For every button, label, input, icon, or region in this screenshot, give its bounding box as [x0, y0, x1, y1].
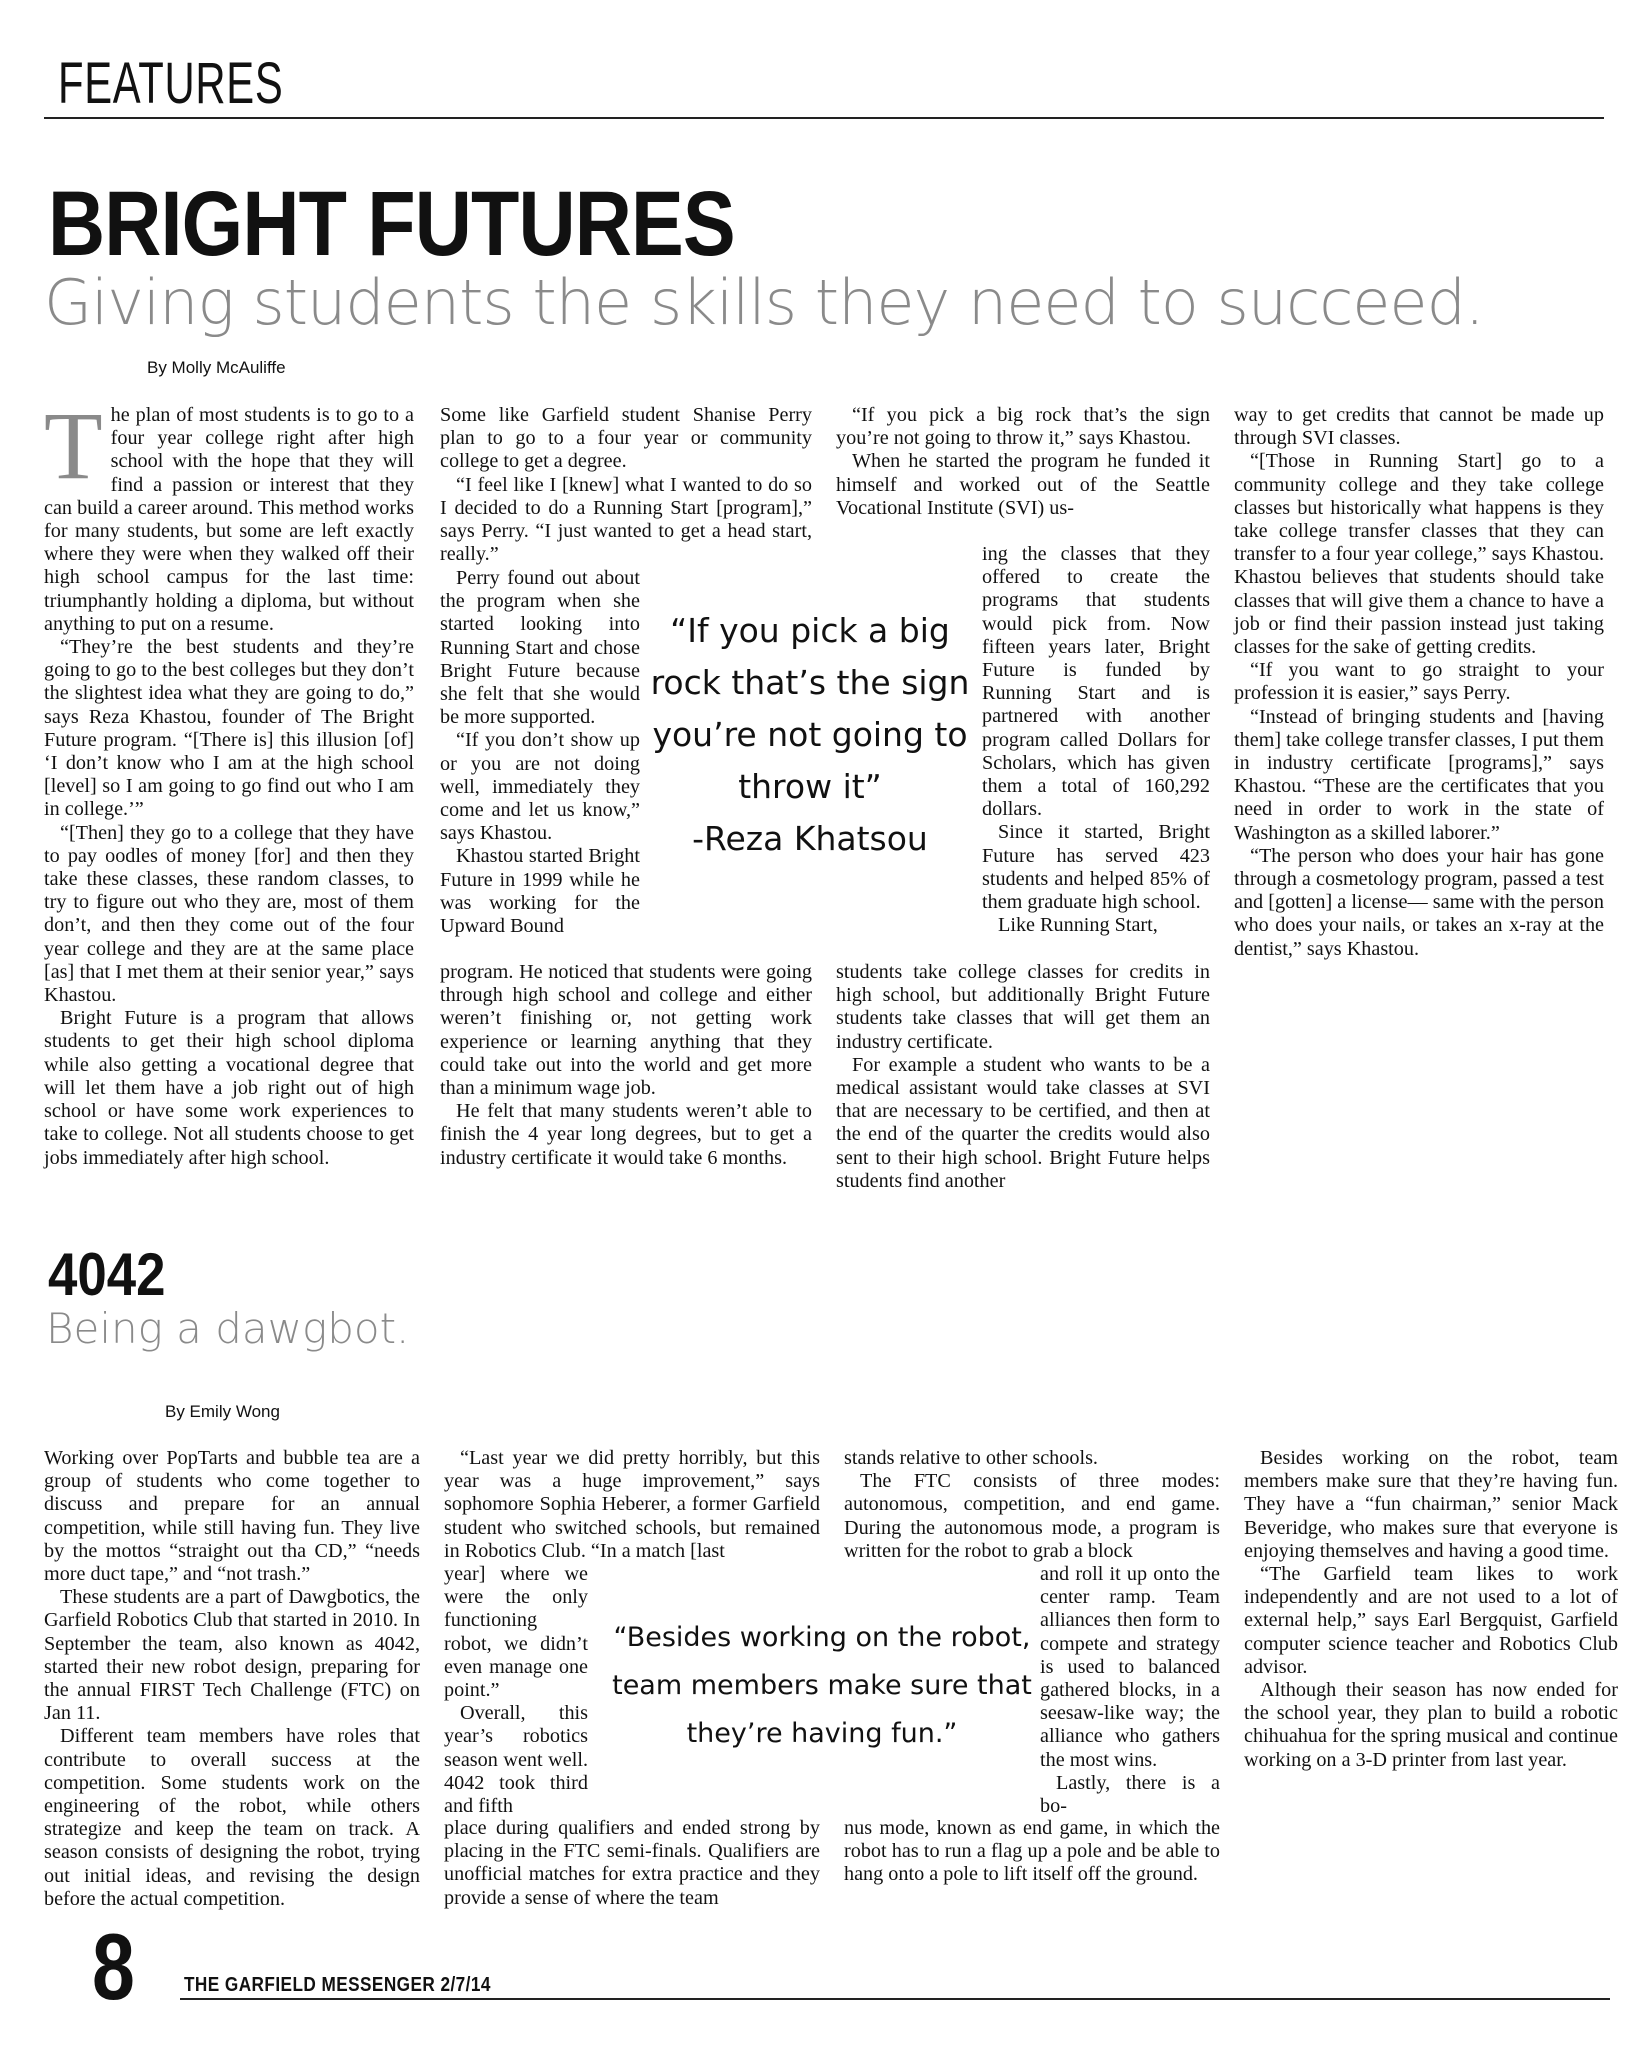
drop-cap: T: [44, 392, 103, 499]
paragraph: students take college classes for credits in high school, but additionally Bright Future students take classes that will get them an industry certificate.: [836, 961, 1210, 1053]
article1-col1: [44, 392, 414, 1170]
article1-headline: BRIGHT FUTURES: [48, 173, 735, 275]
paragraph: “They’re the best students and they’re going to go to the best colleges but they don’t the slightest idea what they are going to do,” says Reza Khastou, founder of The Bright Future program. “[There is] this illusion [of] ‘I don’t know who I am at the high school [level] so I am going to go find out who I am in college.’”: [44, 636, 414, 821]
paragraph: program. He noticed that students were going through high school and college and either weren’t finishing or, not getting work experience or learning anything that they could take out into the world and get more than a minimum wage job.: [440, 961, 812, 1100]
paragraph: Khastou started Bright Future in 1999 while he was working for the Upward Bound: [440, 845, 640, 938]
bottom-rule: [180, 1998, 1610, 2000]
pull-quote: [612, 1614, 1032, 1758]
pull-quote-line: they’re having fun.”: [686, 1718, 958, 1749]
paragraph: Besides working on the robot, team members make sure that they’re having fun. They have a “fun chairman,” senior Mack Beveridge, who makes sure that everyone is enjoying themselves and having a good time.: [1244, 1447, 1618, 1562]
paragraph: “If you pick a big rock that’s the sign you’re not going to throw it,” says Khastou.: [836, 404, 1210, 450]
paragraph: stands relative to other schools.: [844, 1447, 1098, 1469]
paragraph: “I feel like I [knew] what I wanted to do so I decided to do a Running Start [program],” says Perry. “I just wanted to get a head start, really.”: [440, 473, 812, 566]
pull-quote-attribution: -Reza Khatsou: [692, 819, 928, 858]
pull-quote-line: “If you pick a big: [670, 611, 950, 650]
article1-col3-narrow: [982, 543, 1210, 937]
paragraph: Like Running Start,: [998, 914, 1158, 937]
pull-quote-line: throw it”: [738, 767, 882, 806]
paragraph: way to get credits that cannot be made up through SVI classes.: [1234, 404, 1604, 450]
article2-col2-top: [444, 1447, 820, 1563]
pull-quote: [650, 605, 970, 865]
paragraph: Perry found out about the program when she started looking into Running Start and chose Bright Future because she felt that she would be more supported.: [440, 567, 640, 729]
page-number: 8: [92, 1914, 135, 2019]
paragraph: “[Those in Running Start] go to a community college and they take college classes but historically what happens is they take college transfer classes that they can transfer to a four year college,” says Khastou. Khastou believes that students should take classes that will give them a chance to have a job or find their passion instead just taking classes for the sake of getting credits.: [1234, 450, 1604, 659]
article1-col2-bottom: [440, 961, 812, 1170]
paragraph: “If you don’t show up or you are not doing well, immediately they come and let us know,” says Khastou.: [440, 729, 640, 845]
paragraph: “Instead of bringing students and [having them] take college transfer classes, I put them in industry certificate [programs],” says Khastou. “These are the certificates that you need in order to work in the state of Washington as a skilled laborer.”: [1234, 705, 1604, 844]
paragraph: “The Garfield team likes to work independently and are not used to a lot of external help,” says Earl Bergquist, Garfield computer science teacher and Robotics Club advisor.: [1244, 1563, 1618, 1678]
paragraph: place during qualifiers and ended strong by placing in the FTC semi-finals. Qualifiers are unofficial matches for extra practice and they provide a sense of where the team: [444, 1817, 820, 1909]
article1-col2-top: [440, 404, 812, 566]
paragraph: Lastly, there is a bo-: [1040, 1771, 1220, 1818]
pull-quote-line: rock that’s the sign: [650, 663, 970, 702]
paragraph: Some like Garfield student Shanise Perry plan to go to a four year or community college to get a degree.: [440, 404, 812, 473]
top-rule: [44, 117, 1604, 119]
paragraph: and roll it up onto the center ramp. Team alliances then form to compete and strategy is used to balanced gathered blocks, in a seesaw-like way; the alliance who gathers the most wins.: [1040, 1563, 1220, 1771]
article1-col2-narrow: [440, 567, 640, 938]
paragraph: Although their season has now ended for the school year, they plan to build a robotic chihuahua for the spring musical and continue working on a 3-D printer from last year.: [1244, 1679, 1618, 1771]
paragraph: year] where we were the only functioning robot, we didn’t even manage one point.”: [444, 1563, 588, 1702]
paragraph: Working over PopTarts and bubble tea are a group of students who come together to discuss and prepare for an annual competition, while still having fun. They live by the mottos “straight out tha CD,” “needs more duct tape,” and “not trash.”: [44, 1447, 420, 1586]
paragraph: “Last year we did pretty horribly, but this year was a huge improvement,” says sophomore Sophia Heberer, a former Garfield student who switched schools, but remained in Robotics Club. “In a match [last: [444, 1447, 820, 1562]
paragraph: Different team members have roles that contribute to overall success at the competition. Some students work on the engineering of the robot, while others strategize and keep the team on track. A season consists of designing the robot, trying out initial ideas, and revising the design before the actual competition.: [44, 1725, 420, 1910]
article1-col3-top: [836, 404, 1210, 520]
article2-col3-bottom: [844, 1817, 1220, 1887]
article2-deck: Being a dawgbot.: [46, 1304, 410, 1353]
paragraph: Bright Future is a program that allows students to get their high school diploma while also getting a vocational degree that will let them have a job right out of high school or have some work experiences to take to college. Not all students choose to get jobs immediately after high school.: [44, 1007, 414, 1169]
paragraph: For example a student who wants to be a medical assistant would take classes at SVI that are necessary to be certified, and then at the end of the quarter the credits would also sent to their high school. Bright Future helps students find another: [836, 1053, 1210, 1192]
article1-col3-bottom: [836, 961, 1210, 1193]
pull-quote-line: team members make sure that: [612, 1670, 1032, 1701]
paragraph: “[Then] they go to a college that they have to pay oodles of money [for] and then they take these classes, these random classes, to try to figure out who they are, most of them don’t, and then they come out of the four year college and they are at the same place [as] that I met them at their senior year,” says Khastou.: [44, 821, 414, 1007]
pull-quote-line: “Besides working on the robot,: [613, 1622, 1031, 1653]
section-label: FEATURES: [58, 51, 284, 116]
paragraph: he plan of most students is to go to a four year college right after high school with the hope that they will find a passion or interest that they can build a career around. This method works for many students, but some are left exactly where they were when they walked off their high school campus for the last time: triumphantly holding a diploma, but without anything to put on a resume.: [44, 404, 414, 635]
pull-quote-line: you’re not going to: [652, 715, 968, 754]
paragraph: When he started the program he funded it himself and worked out of the Seattle Vocational Institute (SVI) us-: [836, 450, 1210, 519]
paragraph: Overall, this year’s robotics season went well. 4042 took third and fifth: [444, 1702, 588, 1818]
article2-col3-top: [844, 1447, 1220, 1563]
article1-byline: By Molly McAuliffe: [147, 358, 286, 377]
article2-col3-narrow: [1040, 1563, 1220, 1818]
paragraph: Since it started, Bright Future has served 423 students and helped 85% of them graduate high school.: [982, 821, 1210, 914]
article2-headline: 4042: [48, 1241, 166, 1308]
article1-col4: [1234, 404, 1604, 961]
article2-col2-bottom: [444, 1817, 820, 1910]
article2-col1: [44, 1447, 420, 1911]
paragraph: “If you want to go straight to your profession it is easier,” says Perry.: [1234, 659, 1604, 705]
paragraph: The FTC consists of three modes: autonomous, competition, and end game. During the autonomous mode, a program is written for the robot to grab a block: [844, 1470, 1220, 1562]
paragraph: He felt that many students weren’t able to finish the 4 year long degrees, but to get a industry certificate it would take 6 months.: [440, 1100, 812, 1169]
paragraph: ing the classes that they offered to create the programs that students would pick from. Now fifteen years later, Bright Future is funded by Running Start and is partnered with another program called Dollars for Scholars, which has given them a total of 160,292 dollars.: [982, 543, 1210, 821]
article2-byline: By Emily Wong: [165, 1402, 280, 1421]
paragraph: nus mode, known as end game, in which the robot has to run a flag up a pole and be able to hang onto a pole to lift itself off the ground.: [844, 1817, 1220, 1886]
paragraph: These students are a part of Dawgbotics, the Garfield Robotics Club that started in 2010. In September the team, also known as 4042, started their new robot design, preparing for the annual FIRST Tech Challenge (FTC) on Jan 11.: [44, 1586, 420, 1725]
paragraph: “The person who does your hair has gone through a cosmetology program, passed a test and [gotten] a license— same with the person who does your nails, or takes an x-ray at the dentist,” says Khastou.: [1234, 844, 1604, 960]
article2-col4: [1244, 1447, 1618, 1772]
article1-deck: Giving students the skills they need to succeed.: [44, 266, 1484, 339]
footer-paper-name: THE GARFIELD MESSENGER 2/7/14: [184, 1974, 491, 1996]
article2-col2-narrow: [444, 1563, 588, 1818]
